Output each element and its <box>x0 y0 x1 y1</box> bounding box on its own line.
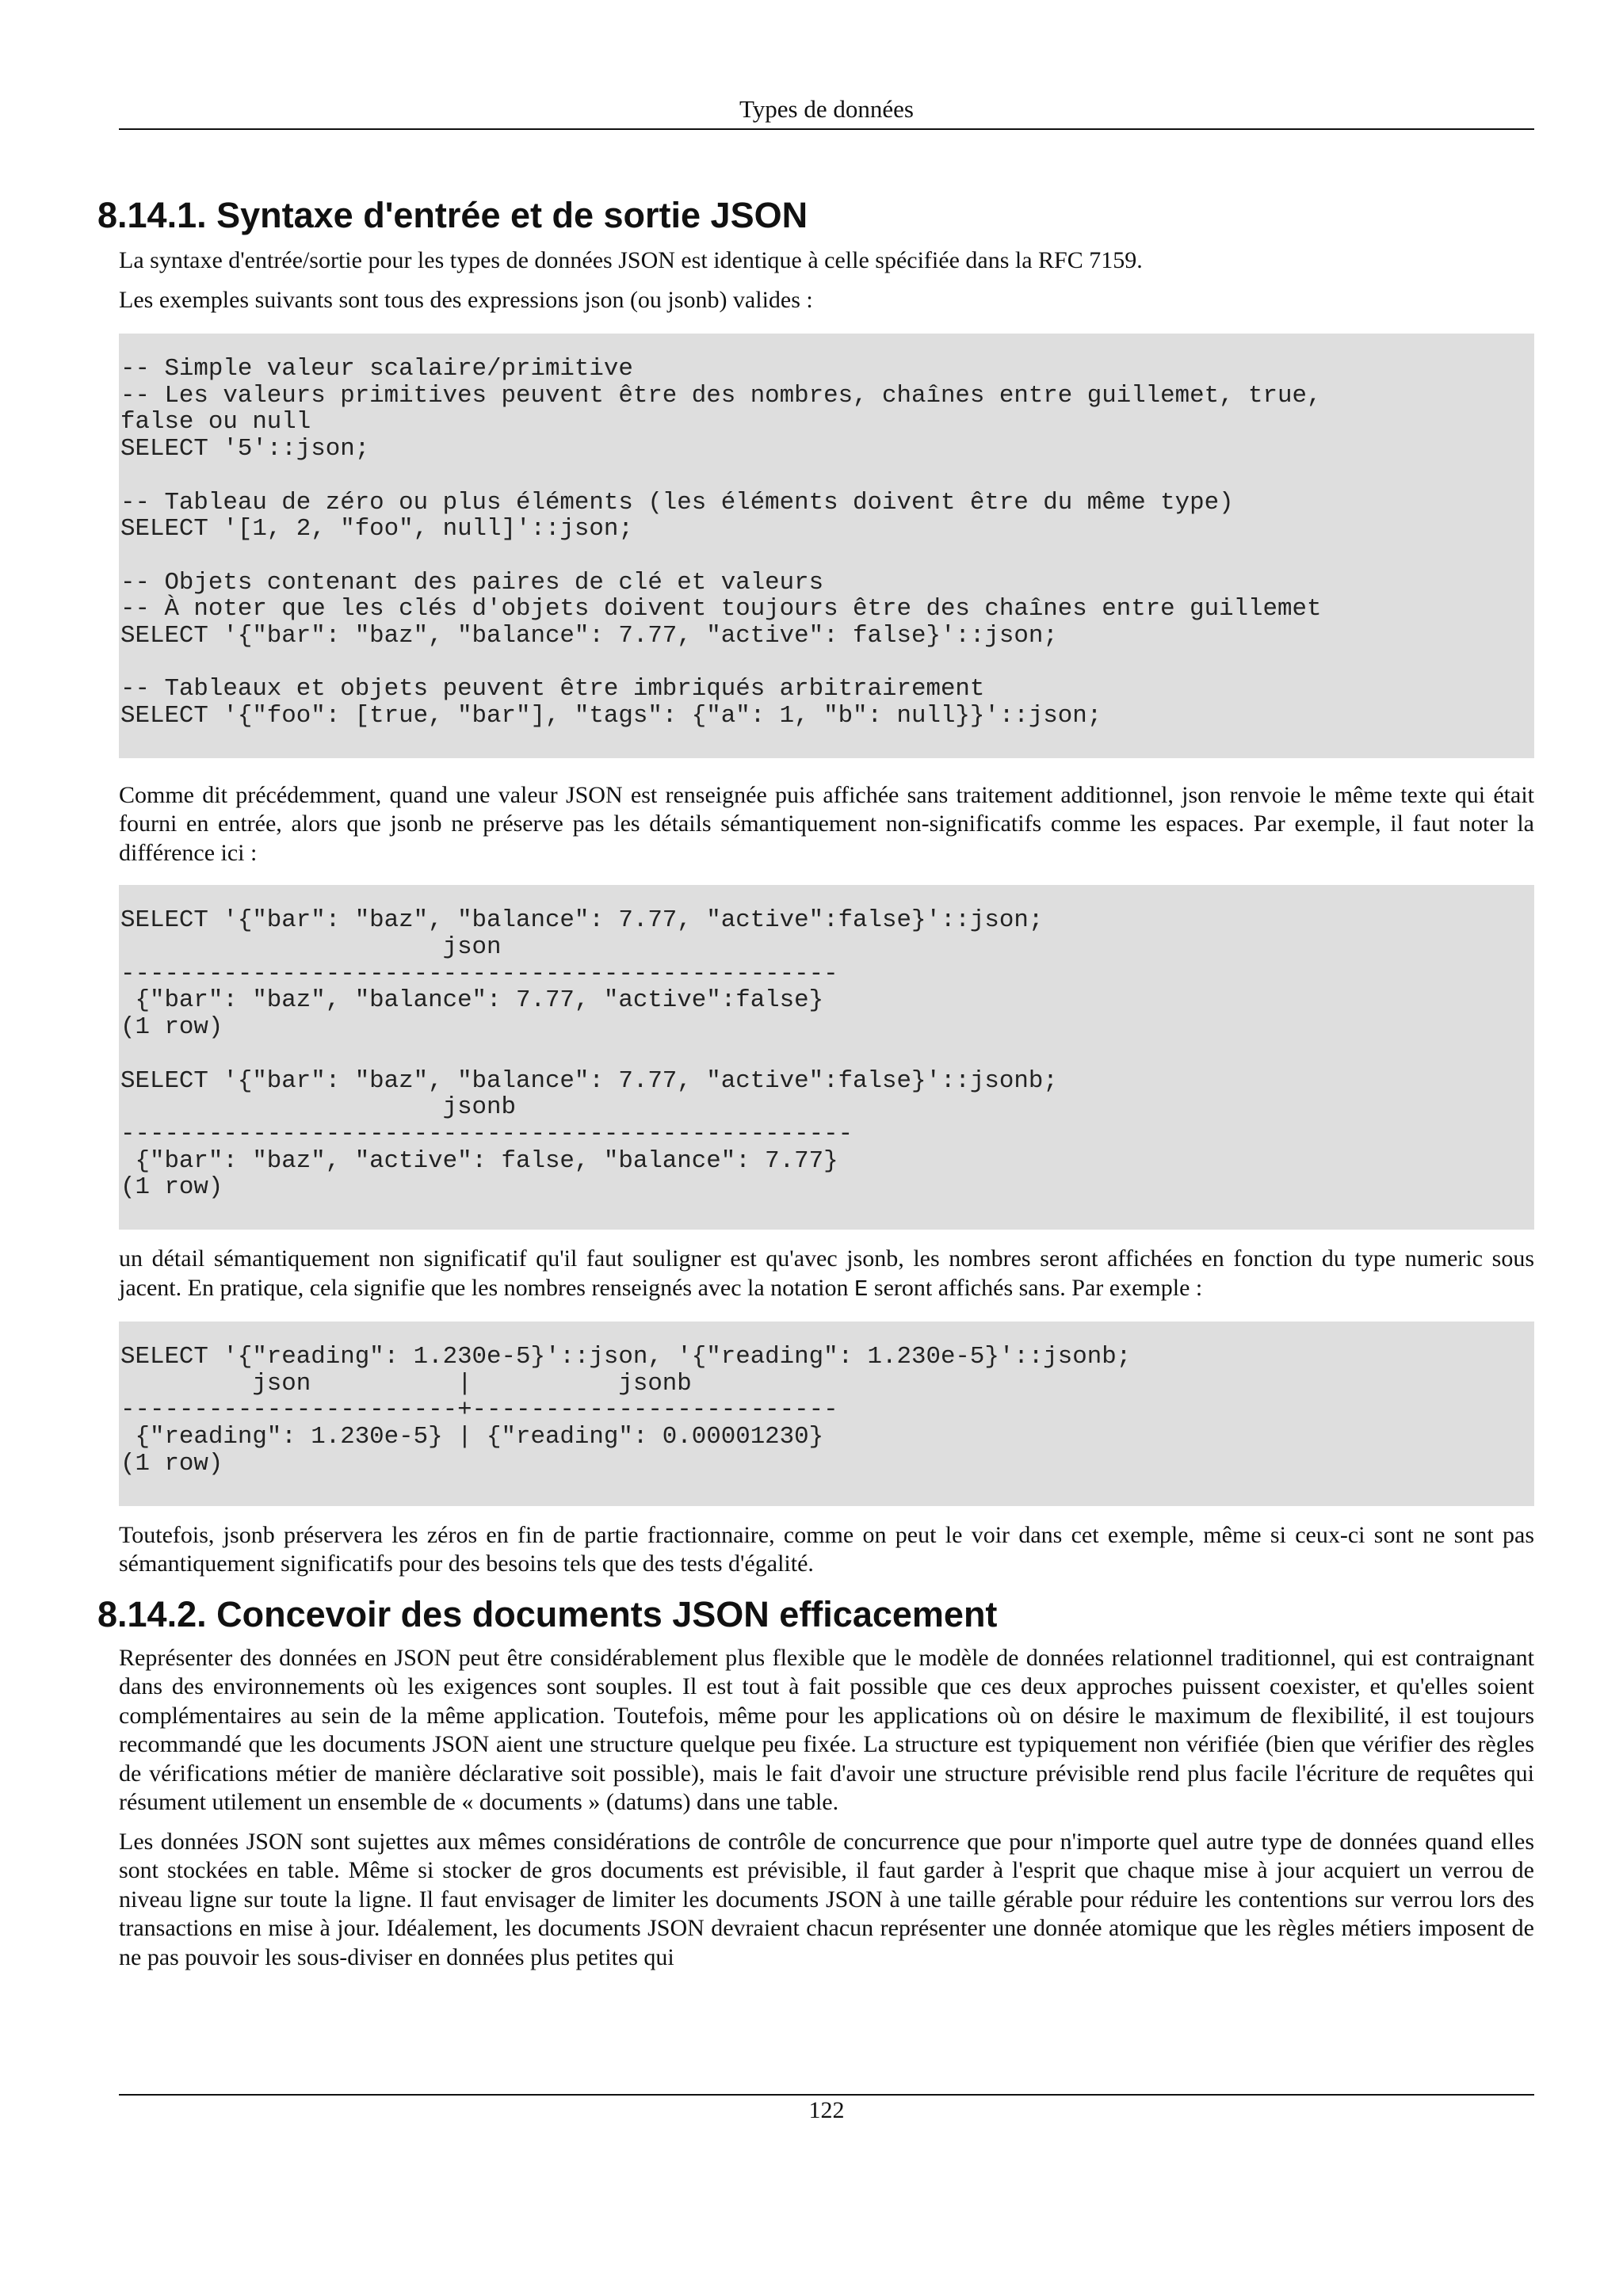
paragraph: Représenter des données en JSON peut être considérablement plus flexible que le modèle de données relationnel traditionnel, qui est contraignant dans des environnements où les exigences sont souples. Il est tout à fait possible que ces deux approches puissent coexister, et qu'elles soient complémentaires au sein de la même application. Toutefois, même pour les applications où on désire le maximum de flexibilité, il est toujours recommandé que les documents JSON aient une structure quelque peu fixée. La structure est typiquement non vérifiée (bien que vérifier des règles de vérifications métier de manière déclarative soit possible), mais le fait d'avoir une structure prévisible rend plus facile l'écriture de requêtes qui résument utilement un ensemble de « documents » (datums) dans une table. <box>119 1644 1534 1816</box>
page-content <box>97 179 1534 1972</box>
paragraph <box>119 1245 1534 1304</box>
paragraph: Comme dit précédemment, quand une valeur JSON est renseignée puis affichée sans traitement additionnel, json renvoie le même texte qui était fourni en entrée, alors que jsonb ne préserve pas les détails sémantiquement non-significatifs comme les espaces. Par exemple, il faut noter la différence ici : <box>119 781 1534 866</box>
paragraph: Les exemples suivants sont tous des expressions json (ou jsonb) valides : <box>119 286 813 313</box>
paragraph: Toutefois, jsonb préservera les zéros en fin de partie fractionnaire, comme on peut le voir dans cet exemple, même si ceux-ci sont ne sont pas sémantiquement significatifs pour des besoins tels que des tests d'égalité. <box>119 1521 1534 1577</box>
paragraph: La syntaxe d'entrée/sortie pour les types de données JSON est identique à celle spécifiée dans la RFC 7159. <box>119 247 1143 273</box>
code-block-json-vs-jsonb: SELECT '{"bar": "baz", "balance": 7.77, "active":false}'::json; json ------------------------------------------------- {"bar": "baz", "balance": 7.77, "active":false} (1 row) SELECT '{"bar": "baz", "balance": 7.77, "active":false}'::jsonb; jsonb -------------------------------------------------- {"bar": "baz", "active": false, "balance": 7.77} (1 row) <box>119 885 1534 1230</box>
section-heading-8-14-1: 8.14.1. Syntaxe d'entrée et de sortie JSON <box>97 195 808 235</box>
paragraph-text: seront affichés sans. Par exemple : <box>868 1274 1203 1301</box>
paragraph-text: un détail sémantiquement non significatif qu'il faut souligner est qu'avec jsonb, les nombres seront affichées en fonction du type numeric sous jacent. En pratique, cela signifie que les nombres renseignés avec la notation <box>119 1245 1534 1301</box>
page-number: 122 <box>808 2097 845 2123</box>
header-rule <box>119 128 1534 130</box>
inline-code: E <box>854 1276 869 1302</box>
paragraph: Les données JSON sont sujettes aux mêmes considérations de contrôle de concurrence que pour n'importe quel autre type de données quand elles sont stockées en table. Même si stocker de gros documents est prévisible, il faut garder à l'esprit que chaque mise à jour acquiert un verrou de niveau ligne sur toute la ligne. Il faut envisager de limiter les documents JSON à une taille gérable pour réduire les contentions sur verrou lors des transactions en mise à jour. Idéalement, les documents JSON devraient chacun représenter une donnée atomique que les règles métiers imposent de ne pas pouvoir les sous-diviser en données plus petites qui <box>119 1828 1534 1970</box>
code-block-json-examples: -- Simple valeur scalaire/primitive -- Les valeurs primitives peuvent être des nombres, chaînes entre guillemet, true, false ou null SELECT '5'::json; -- Tableau de zéro ou plus éléments (les éléments doivent être du même type) SELECT '[1, 2, "foo", null]'::json; -- Objets contenant des paires de clé et valeurs -- À noter que les clés d'objets doivent toujours être des chaînes entre guillemet SELECT '{"bar": "baz", "balance": 7.77, "active": false}'::json; -- Tableaux et objets peuvent être imbriqués arbitrairement SELECT '{"foo": [true, "bar"], "tags": {"a": 1, "b": null}}'::json; <box>119 334 1534 758</box>
code-block-numeric-reading: SELECT '{"reading": 1.230e-5}'::json, '{"reading": 1.230e-5}'::jsonb; json | jsonb -----------------------+------------------------- {"reading": 1.230e-5} | {"reading": 0.00001230} (1 row) <box>119 1322 1534 1506</box>
running-header: Types de données <box>739 95 914 123</box>
section-heading-8-14-2: 8.14.2. Concevoir des documents JSON efficacement <box>97 1593 998 1634</box>
